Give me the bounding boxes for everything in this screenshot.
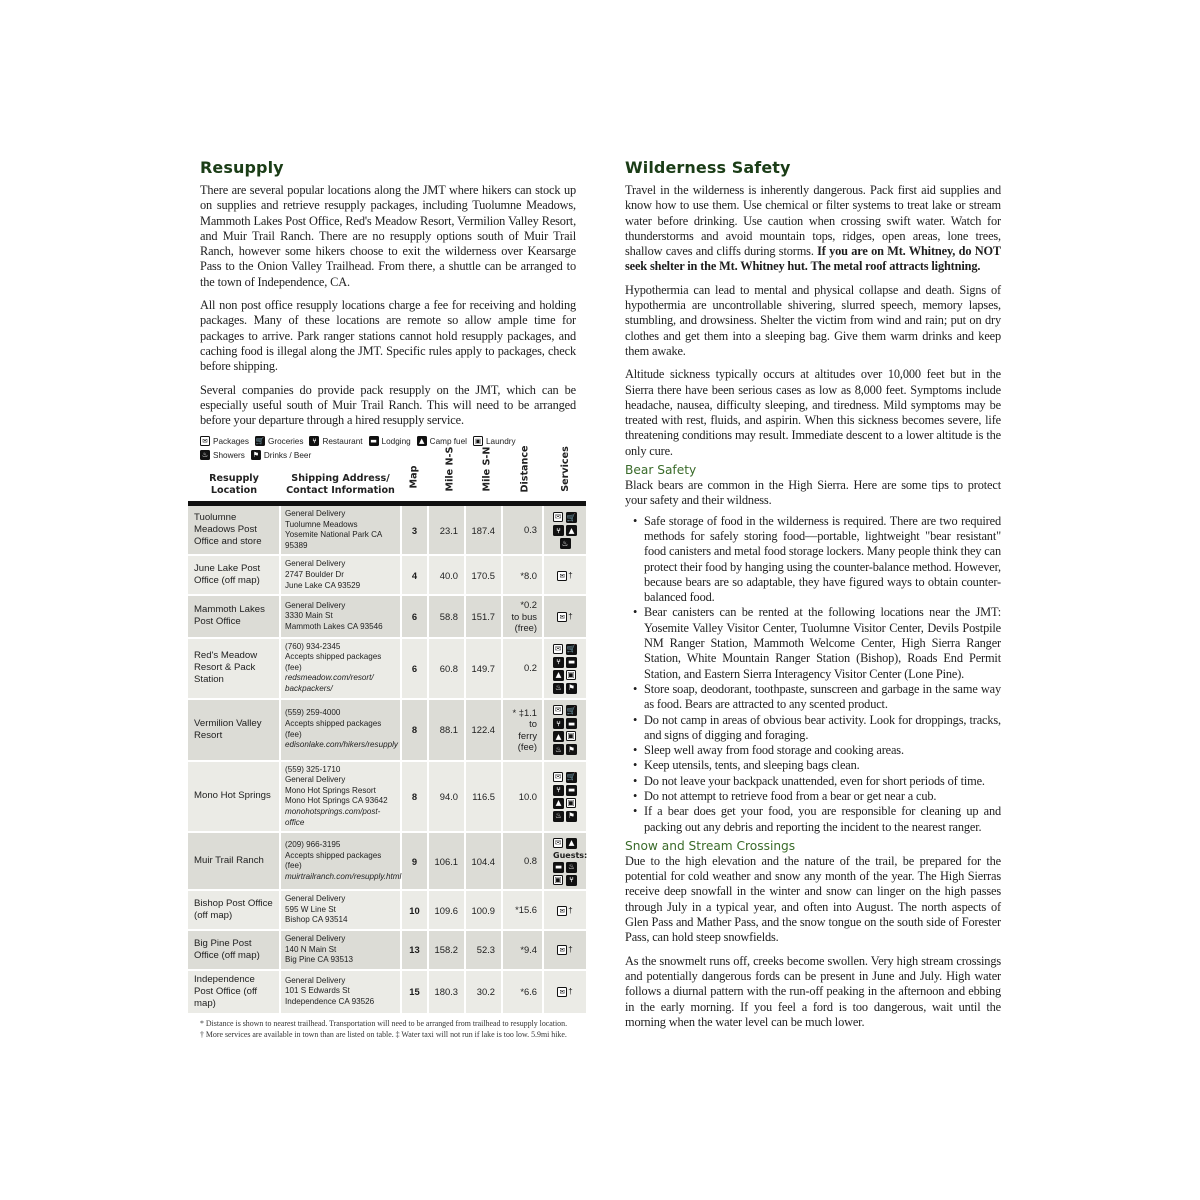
- cell-mile-sn: 122.4: [465, 699, 502, 761]
- header-mile-sn: [465, 445, 502, 504]
- table-row: [188, 638, 586, 699]
- cell-address: [280, 761, 401, 833]
- groceries-icon: 🛒: [566, 705, 577, 715]
- address-line: Mono Hot Springs Resort: [285, 785, 376, 795]
- groceries-icon: 🛒: [566, 772, 577, 782]
- packages-icon: ✉: [554, 512, 562, 522]
- lodging-icon: ▬: [567, 657, 576, 667]
- wilderness-safety-section: [625, 158, 1001, 1038]
- footnote-services: † More services are available in town than are listed on table. ‡ Water taxi will not run if lake is too low. 5.9mi hike.: [200, 1030, 567, 1039]
- website-link[interactable]: monohotsprings.com/post-office: [285, 807, 381, 827]
- cell-location: Mono Hot Springs: [188, 761, 280, 833]
- cell-map: 8: [401, 761, 428, 833]
- bear-tip-item: • Bear canisters can be rented at the following locations near the JMT: Yosemite Valley Visitor Center, Tuolumne Visitor Center, Devils Postpile NM Ranger Station, Mammoth Welcome Center, High Sierra Ranger Station, White Mountain Ranger Station (Bishop), Roads End Permit Station, and Eastern Sierra Interagency Visitor Center (Lone Pine).: [644, 605, 1001, 681]
- laundry-icon: ▣: [567, 797, 575, 807]
- distance-line: 0.8: [523, 855, 537, 867]
- restaurant-icon: ⑂: [309, 436, 319, 446]
- address-line: Accepts shipped packages (fee): [285, 850, 382, 871]
- safety-intro: [625, 183, 1001, 275]
- cell-mile-sn: 187.4: [465, 504, 502, 556]
- legend-label: Camp fuel: [429, 436, 467, 446]
- address-line: Accepts shipped packages (fee): [285, 719, 382, 739]
- address-line: (760) 934-2345: [285, 641, 341, 651]
- header-location-line-1: Resupply: [209, 473, 259, 484]
- website-link[interactable]: redsmeadow.com/resort/ backpackers/: [285, 673, 374, 694]
- cell-address: [280, 890, 401, 930]
- restaurant-icon: ⑂: [553, 657, 564, 668]
- legend-label: Laundry: [486, 436, 516, 446]
- cell-address: [280, 555, 401, 595]
- cell-map: 13: [401, 930, 428, 970]
- resupply-title: Resupply: [200, 158, 284, 177]
- legend-label: Restaurant: [322, 436, 363, 446]
- cell-address: [280, 504, 401, 556]
- distance-line: *9.4: [520, 944, 537, 956]
- address-line: General Delivery: [285, 933, 346, 943]
- header-mile-sn-label: Mile S-N: [481, 446, 493, 492]
- table-row: [188, 890, 586, 930]
- groceries-icon: 🛒: [566, 512, 577, 522]
- address-line: General Delivery: [285, 894, 346, 904]
- showers-icon: ♨: [566, 862, 577, 873]
- cell-mile-ns: 158.2: [428, 930, 465, 970]
- cell-address: [280, 832, 401, 890]
- cell-distance: [502, 699, 543, 761]
- bear-tip-item: • Keep utensils, tents, and sleeping bags clean.: [644, 758, 1001, 773]
- camp-fuel-icon: ▲: [417, 436, 427, 446]
- cell-location: Mammoth Lakes Post Office: [188, 595, 280, 638]
- cell-address: [280, 638, 401, 699]
- services-icons: [557, 944, 572, 955]
- cell-services: [543, 699, 586, 761]
- table-row: [188, 761, 586, 833]
- website-link[interactable]: muirtrailranch.com/resupply.html: [285, 871, 402, 881]
- drinks-icon: ⚑: [566, 683, 577, 694]
- cell-mile-ns: 40.0: [428, 555, 465, 595]
- legend-label: Lodging: [381, 436, 411, 446]
- packages-icon: ✉: [557, 571, 567, 581]
- cell-location: Independence Post Office (off map): [188, 970, 280, 1014]
- header-map-label: Map: [408, 465, 420, 489]
- cell-services: [543, 555, 586, 595]
- cell-map: 4: [401, 555, 428, 595]
- bear-tip-item: • Safe storage of food in the wilderness is required. There are two required methods for safely storing food—portable, lightweight "bear resistant" food canisters and metal food storage lockers. Many people think they can protect their food by hanging using the counter-balance method. However, because bears are so adaptable, they have figured ways to obtain counter-balanced food.: [644, 514, 1001, 606]
- services-icons: [553, 512, 577, 549]
- services-icons: [557, 905, 572, 916]
- laundry-icon: ▣: [474, 437, 482, 446]
- laundry-icon: ▣: [567, 731, 575, 741]
- distance-line: (fee): [517, 741, 537, 753]
- safety-lightning-warning: If you are on Mt. Whitney, do NOT seek shelter in the Mt. Whitney hut. The metal roof attracts lightning.: [625, 244, 1002, 274]
- drinks-icon: ⚑: [566, 811, 577, 822]
- cell-mile-ns: 94.0: [428, 761, 465, 833]
- cell-mile-sn: 149.7: [465, 638, 502, 699]
- cell-map: 10: [401, 890, 428, 930]
- legend-label: Drinks / Beer: [263, 450, 312, 460]
- address-line: 101 S Edwards St: [285, 986, 350, 996]
- cell-mile-ns: 60.8: [428, 638, 465, 699]
- bear-tip-item: • Do not attempt to retrieve food from a bear or get near a cub.: [644, 789, 1001, 804]
- services-icons: [557, 611, 572, 622]
- groceries-icon: 🛒: [566, 644, 577, 654]
- header-resupply-location: [188, 445, 280, 504]
- services-icons: [557, 986, 572, 997]
- cell-mile-sn: 170.5: [465, 555, 502, 595]
- distance-line: 0.2: [523, 662, 537, 674]
- header-map: [401, 445, 428, 504]
- cell-distance: [502, 504, 543, 556]
- resupply-table: [188, 445, 586, 1015]
- cell-mile-ns: 180.3: [428, 970, 465, 1014]
- showers-icon: ♨: [553, 744, 564, 755]
- legend-label: Showers: [213, 450, 245, 460]
- wilderness-safety-title: Wilderness Safety: [625, 158, 791, 177]
- cell-distance: [502, 832, 543, 890]
- table-row: [188, 504, 586, 556]
- services-icons: [553, 772, 577, 822]
- snow-paragraph-1: Due to the high elevation and the nature of the trail, be prepared for the potential for cold weather and snow any month of the year. The High Sierras receive deep snowfall in the winter and snow can linger on the high passes through July in a typical year, and often into August. The north aspects of Glen Pass and Mather Pass, and the snow tongue on the south side of Forester Pass, can hold steep snowfields.: [625, 853, 1001, 945]
- address-line: General Delivery: [285, 600, 346, 610]
- bear-tip-item: • Do not camp in areas of obvious bear activity. Look for droppings, tracks, and signs of digging and foraging.: [644, 713, 1001, 744]
- address-line: Mammoth Lakes CA 93546: [285, 621, 383, 631]
- header-location-line-2: Location: [210, 485, 258, 496]
- cell-services: [543, 970, 586, 1014]
- address-line: Accepts shipped packages (fee): [285, 652, 382, 672]
- distance-line: *6.6: [520, 986, 537, 997]
- address-line: Tuolumne Meadows: [285, 519, 358, 529]
- packages-icon: ✉: [557, 945, 567, 955]
- services-icons: [553, 705, 577, 755]
- cell-location: June Lake Post Office (off map): [188, 555, 280, 595]
- address-line: (559) 325-1710: [285, 764, 341, 774]
- showers-icon: ♨: [560, 538, 571, 549]
- address-line: General Delivery: [285, 509, 346, 518]
- cell-distance: [502, 595, 543, 638]
- packages-icon: ✉: [557, 987, 567, 997]
- cell-distance: [502, 970, 543, 1014]
- cell-distance: [502, 555, 543, 595]
- dagger-mark: †: [568, 905, 573, 915]
- cell-services: [543, 761, 586, 833]
- cell-map: 8: [401, 699, 428, 761]
- website-link[interactable]: edisonlake.com/hikers/resupply: [285, 740, 398, 750]
- legend-label: Packages: [213, 436, 249, 446]
- restaurant-icon: ⑂: [553, 785, 564, 796]
- table-row: [188, 595, 586, 638]
- cell-location: Vermilion Valley Resort: [188, 699, 280, 761]
- cell-location: Red's Meadow Resort & Pack Station: [188, 638, 280, 699]
- bear-safety-list: [625, 514, 1001, 835]
- lodging-icon: ▬: [554, 862, 563, 872]
- packages-icon: ✉: [557, 612, 567, 622]
- packages-icon: ✉: [554, 837, 562, 847]
- distance-line: *8.0: [520, 569, 537, 581]
- services-icons: [553, 644, 577, 694]
- header-address-line-2: Contact Information: [286, 485, 395, 496]
- guests-label: Guests:: [553, 850, 588, 860]
- address-line: General Delivery: [285, 775, 346, 785]
- cell-map: 15: [401, 970, 428, 1014]
- address-line: (209) 966-3195: [285, 840, 341, 849]
- distance-line: 0.3: [523, 524, 537, 536]
- cell-services: [543, 504, 586, 556]
- restaurant-icon: ⑂: [553, 718, 564, 729]
- distance-line: ferry: [518, 729, 537, 741]
- cell-distance: [502, 638, 543, 699]
- camp-fuel-icon: ▲: [566, 525, 577, 536]
- header-address-line-1: Shipping Address/: [291, 473, 390, 484]
- altitude-paragraph: Altitude sickness typically occurs at altitudes over 10,000 feet but in the Sierra there have been serious cases as low as 8,000 feet. Symptoms include headache, nausea, difficulty sleeping, and tiredness. Mild symptoms may be treated with rest, fluids, and aspirin. When this sickness becomes severe, life threatening conditions may result. Immediate descent to a lower altitude is the only cure.: [625, 367, 1001, 458]
- address-line: General Delivery: [285, 559, 346, 569]
- cell-mile-sn: 116.5: [465, 761, 502, 833]
- table-row: [188, 930, 586, 970]
- packages-icon: ✉: [557, 906, 567, 916]
- bear-tip-item: • Sleep well away from food storage and cooking areas.: [644, 743, 1001, 758]
- distance-line: * ‡1.1: [512, 706, 537, 718]
- table-row: [188, 555, 586, 595]
- camp-fuel-icon: ▲: [566, 838, 577, 849]
- resupply-paragraph-1: There are several popular locations along the JMT where hikers can stock up on supplies and retrieve resupply packages, including Tuolumne Meadows, Mammoth Lakes Post Office, Red's Meadow Resort, Vermilion Valley Resort, and Muir Trail Ranch. There are no resupply options south of Muir Trail Ranch, however some hikers choose to exit the wilderness over Kearsarge Pass to the Onion Valley Trailhead. From there, a shuttle can be arranged to the town of Independence, CA.: [200, 183, 576, 289]
- resupply-paragraph-3: Several companies do provide pack resupply on the JMT, which can be especially useful south of Muir Trail Ranch. This will need to be arranged before your departure through a hired resupply service.: [200, 382, 576, 428]
- address-line: Bishop CA 93514: [285, 915, 348, 925]
- dagger-mark: †: [568, 987, 573, 997]
- cell-services: [543, 832, 586, 890]
- services-icons: [557, 570, 572, 581]
- lodging-icon: ▬: [567, 785, 576, 795]
- dagger-mark: †: [568, 611, 573, 621]
- bear-safety-intro: Black bears are common in the High Sierra. Here are some tips to protect your safety and their wildness.: [625, 478, 1001, 508]
- cell-map: 9: [401, 832, 428, 890]
- table-row: [188, 832, 586, 890]
- bear-tip-item: • Do not leave your backpack unattended, even for short periods of time.: [644, 774, 1001, 789]
- groceries-icon: 🛒: [255, 437, 265, 446]
- cell-mile-ns: 109.6: [428, 890, 465, 930]
- cell-mile-ns: 23.1: [428, 504, 465, 556]
- address-line: Big Pine CA 93513: [285, 955, 353, 965]
- distance-line: 10.0: [518, 790, 537, 802]
- restaurant-icon: ⑂: [553, 525, 564, 536]
- dagger-mark: †: [568, 945, 573, 955]
- drinks-icon: ⚑: [252, 451, 259, 460]
- cell-services: [543, 890, 586, 930]
- cell-distance: [502, 930, 543, 970]
- bear-safety-title: Bear Safety: [625, 463, 697, 478]
- cell-map: 3: [401, 504, 428, 556]
- resupply-section: [200, 158, 576, 464]
- cell-services: [543, 930, 586, 970]
- footnote-distance: * Distance is shown to nearest trailhead. Transportation will need to be arranged from trailhead to resupply location.: [200, 1019, 568, 1028]
- lodging-icon: ▬: [370, 437, 377, 446]
- snow-paragraph-2: As the snowmelt runs off, creeks become swollen. Very high stream crossings and potentially dangerous fords can be present in June and July. High water follows a diurnal pattern with the run-off peaking in the afternoon and ebbing in the early morning. If you feel a ford is too dangerous, wait until the morning when the water level can be much lower.: [625, 953, 1001, 1029]
- cell-mile-sn: 30.2: [465, 970, 502, 1014]
- cell-map: 6: [401, 638, 428, 699]
- header-distance: [502, 445, 543, 504]
- cell-mile-ns: 58.8: [428, 595, 465, 638]
- cell-distance: [502, 761, 543, 833]
- cell-location: Tuolumne Meadows Post Office and store: [188, 504, 280, 556]
- laundry-icon: ▣: [554, 874, 562, 884]
- hypothermia-paragraph: Hypothermia can lead to mental and physical collapse and death. Signs of hypothermia are uncontrollable shivering, slurred speech, memory lapses, stumbling, and drowsiness. Shelter the victim from wind and rain; put on dry clothes and get them into a sleeping bag. Give them warm drinks and keep them awake.: [625, 282, 1001, 358]
- distance-line: to bus: [511, 610, 537, 622]
- cell-location: Muir Trail Ranch: [188, 832, 280, 890]
- address-line: June Lake CA 93529: [285, 580, 361, 590]
- address-line: 140 N Main St: [285, 944, 337, 954]
- address-line: 2747 Boulder Dr: [285, 569, 344, 579]
- header-shipping-address: [280, 445, 401, 504]
- cell-mile-sn: 151.7: [465, 595, 502, 638]
- distance-line: (free): [514, 622, 537, 634]
- camp-fuel-icon: ▲: [553, 670, 564, 681]
- showers-icon: ♨: [553, 683, 564, 694]
- address-line: 595 W Line St: [285, 904, 336, 914]
- cell-mile-ns: 88.1: [428, 699, 465, 761]
- cell-mile-ns: 106.1: [428, 832, 465, 890]
- cell-distance: [502, 890, 543, 930]
- table-row: [188, 970, 586, 1014]
- legend-label: Groceries: [267, 436, 304, 446]
- camp-fuel-icon: ▲: [553, 731, 564, 742]
- cell-map: 6: [401, 595, 428, 638]
- table-row: [188, 699, 586, 761]
- laundry-icon: ▣: [567, 669, 575, 679]
- cell-address: [280, 970, 401, 1014]
- bear-tip-item: • Store soap, deodorant, toothpaste, sunscreen and garbage in the same way as food. Bears are attracted to any scented product.: [644, 682, 1001, 713]
- table-footnotes: [200, 1018, 590, 1040]
- header-services: [543, 445, 586, 504]
- cell-services: [543, 638, 586, 699]
- services-icons: [553, 837, 588, 886]
- cell-address: [280, 595, 401, 638]
- lodging-icon: ▬: [567, 718, 576, 728]
- cell-mile-sn: 104.4: [465, 832, 502, 890]
- cell-location: Bishop Post Office (off map): [188, 890, 280, 930]
- distance-line: *0.2: [520, 599, 537, 611]
- header-mile-ns: [428, 445, 465, 504]
- packages-icon: ✉: [554, 643, 562, 653]
- address-line: Yosemite National Park CA 95389: [285, 530, 382, 550]
- safety-intro-text: Travel in the wilderness is inherently dangerous. Pack first aid supplies and know how to use them. Use chemical or filter systems to treat lake or stream water before drinking. Use caution when crossing swift water. Watch for thunderstorms and avoid mountain tops, ridges, open areas, lone trees, shallow caves and cliffs during storms.: [625, 183, 1001, 259]
- address-line: General Delivery: [285, 975, 346, 985]
- cell-location: Big Pine Post Office (off map): [188, 930, 280, 970]
- packages-icon: ✉: [554, 705, 562, 715]
- camp-fuel-icon: ▲: [553, 798, 564, 809]
- dagger-mark: †: [568, 570, 573, 580]
- resupply-paragraph-2: All non post office resupply locations charge a fee for receiving and holding packages. Many of these locations are remote so allow ample time for packages to arrive. Park ranger stations cannot hold resupply packages, and caching food is illegal along the JMT. Specific rules apply to packages, check before shipping.: [200, 298, 576, 374]
- cell-mile-sn: 100.9: [465, 890, 502, 930]
- distance-line: *15.6: [515, 904, 537, 916]
- showers-icon: ♨: [201, 451, 209, 460]
- packages-icon: ✉: [200, 436, 210, 446]
- snow-crossings-title: Snow and Stream Crossings: [625, 838, 796, 853]
- address-line: 3330 Main St: [285, 611, 333, 621]
- restaurant-icon: ⑂: [566, 875, 577, 886]
- header-mile-ns-label: Mile N-S: [444, 446, 456, 492]
- cell-address: [280, 699, 401, 761]
- address-line: Independence CA 93526: [285, 997, 375, 1007]
- header-distance-label: Distance: [519, 445, 531, 493]
- address-line: (559) 259-4000: [285, 708, 341, 718]
- cell-mile-sn: 52.3: [465, 930, 502, 970]
- showers-icon: ♨: [553, 811, 564, 822]
- packages-icon: ✉: [554, 771, 562, 781]
- cell-services: [543, 595, 586, 638]
- address-line: Mono Hot Springs CA 93642: [285, 796, 388, 806]
- drinks-icon: ⚑: [566, 744, 577, 755]
- header-services-label: Services: [559, 446, 571, 492]
- bear-tip-item: • If a bear does get your food, you are responsible for cleaning up and packing out any debris and reporting the incident to the nearest ranger.: [644, 804, 1001, 835]
- resupply-table-body: [188, 504, 586, 1014]
- cell-address: [280, 930, 401, 970]
- distance-line: to: [529, 718, 537, 730]
